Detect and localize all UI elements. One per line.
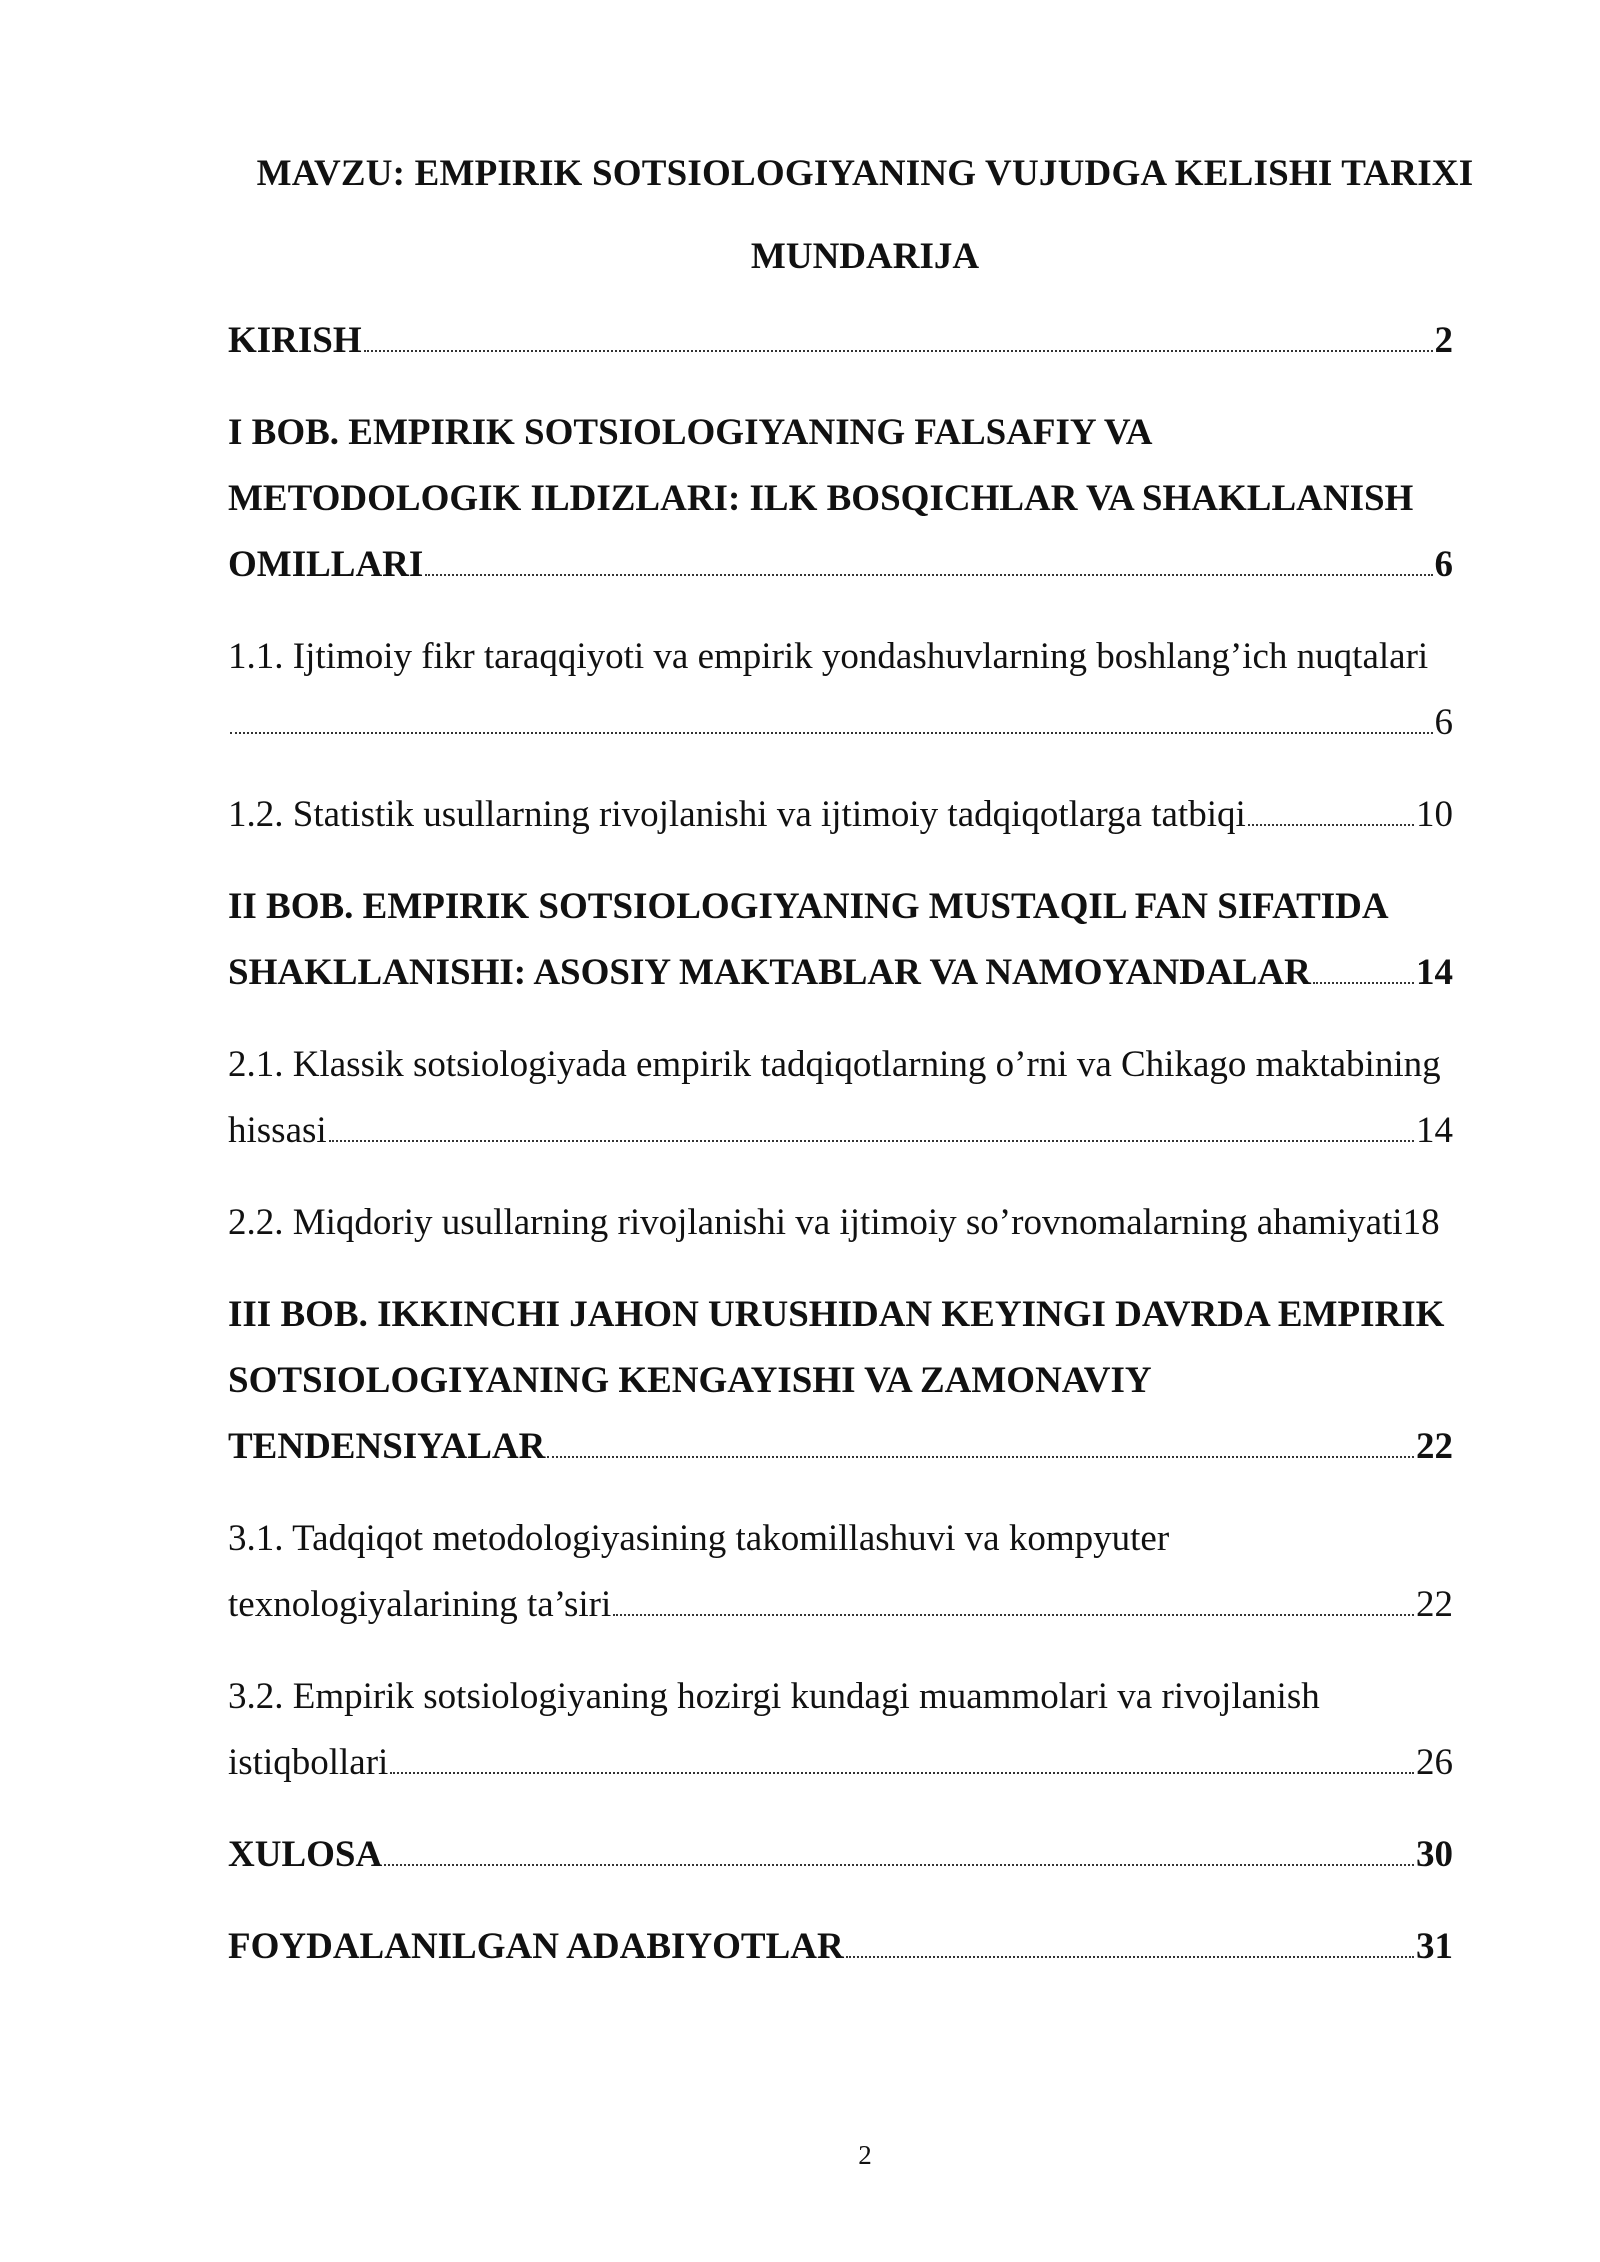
toc-entry-page-number: 22 bbox=[1416, 1584, 1453, 1625]
toc-entry-leader-line bbox=[228, 1414, 1453, 1480]
toc-entry-title-line: III BOB. IKKINCHI JAHON URUSHIDAN KEYINGI DAVRDA EMPIRIK bbox=[228, 1294, 1445, 1335]
toc-entry-title-line: 3.1. Tadqiqot metodologiyasining takomillashuvi va kompyuter bbox=[228, 1518, 1170, 1559]
toc-entry-page-number: 18 bbox=[1402, 1202, 1440, 1243]
toc-entry-title: OMILLARI bbox=[228, 544, 424, 585]
toc-entry[interactable] bbox=[228, 874, 1453, 1006]
toc-entry-leader-line bbox=[228, 782, 1453, 848]
toc-entry-title-line: 2.1. Klassik sotsiologiyada empirik tadqiqotlarning o’rni va Chikago maktabining bbox=[228, 1044, 1441, 1085]
toc-entry-leader-line bbox=[228, 532, 1453, 598]
toc-entry-title: TENDENSIYALAR bbox=[228, 1426, 546, 1467]
toc-entry-title: 1.2. Statistik usullarning rivojlanishi va ijtimoiy tadqiqotlarga tatbiqi bbox=[228, 794, 1246, 835]
toc-entry[interactable] bbox=[228, 1506, 1453, 1638]
toc-entry-title: KIRISH bbox=[228, 320, 362, 361]
toc-entry[interactable] bbox=[228, 400, 1453, 598]
toc-entry-page-number: 14 bbox=[1416, 952, 1453, 993]
toc-entry-title: texnologiyalarining ta’siri bbox=[228, 1584, 612, 1625]
dot-leader bbox=[364, 350, 1433, 352]
dot-leader bbox=[547, 1456, 1414, 1458]
table-of-contents-heading: MUNDARIJA bbox=[750, 236, 980, 277]
dot-leader bbox=[390, 1772, 1414, 1774]
toc-entry[interactable] bbox=[228, 308, 1453, 374]
document-title: MAVZU: EMPIRIK SOTSIOLOGIYANING VUJUDGA KELISHI TARIXI bbox=[256, 153, 1474, 194]
toc-entry-title-line: SOTSIOLOGIYANING KENGAYISHI VA ZAMONAVIY bbox=[228, 1360, 1152, 1401]
toc-entry-page-number: 26 bbox=[1416, 1742, 1453, 1783]
toc-entry[interactable] bbox=[228, 1190, 1453, 1256]
toc-entry-page-number: 6 bbox=[1434, 702, 1453, 743]
toc-entry-title-line: 1.1. Ijtimoiy fikr taraqqiyoti va empirik yondashuvlarning boshlang’ich nuqtalari bbox=[228, 636, 1429, 677]
toc-entry-title-line: I BOB. EMPIRIK SOTSIOLOGIYANING FALSAFIY VA bbox=[228, 412, 1153, 453]
page-number: 2 bbox=[858, 2140, 872, 2170]
toc-entry[interactable] bbox=[228, 1282, 1453, 1480]
dot-leader bbox=[384, 1864, 1414, 1866]
toc-entry-page-number: 14 bbox=[1416, 1110, 1453, 1151]
toc-entry-page-number: 6 bbox=[1434, 544, 1453, 585]
toc-entry-leader-line bbox=[228, 1822, 1453, 1888]
toc-entry-leader-line bbox=[228, 940, 1453, 1006]
toc-entry-page-number: 10 bbox=[1416, 794, 1453, 835]
toc-entry[interactable] bbox=[228, 1822, 1453, 1888]
toc-entry[interactable] bbox=[228, 1914, 1453, 1980]
toc-entry[interactable] bbox=[228, 782, 1453, 848]
dot-leader bbox=[1248, 824, 1414, 826]
toc-entry-page-number: 31 bbox=[1416, 1926, 1453, 1967]
table-of-contents bbox=[228, 308, 1453, 2006]
toc-entry-title: istiqbollari bbox=[228, 1742, 389, 1783]
toc-entry-title: FOYDALANILGAN ADABIYOTLAR bbox=[228, 1926, 844, 1967]
toc-entry-leader-line bbox=[228, 1190, 1453, 1256]
toc-entry-title: SHAKLLANISHI: ASOSIY MAKTABLAR VA NAMOYANDALAR bbox=[228, 952, 1311, 993]
toc-entry-page-number: 2 bbox=[1434, 320, 1453, 361]
toc-entry-title: 2.2. Miqdoriy usullarning rivojlanishi va ijtimoiy so’rovnomalarning ahamiyati bbox=[228, 1202, 1403, 1243]
toc-entry-leader-line bbox=[228, 1914, 1453, 1980]
dot-leader bbox=[613, 1614, 1414, 1616]
toc-entry-title-line: II BOB. EMPIRIK SOTSIOLOGIYANING MUSTAQIL FAN SIFATIDA bbox=[228, 886, 1389, 927]
toc-entry-leader-line bbox=[228, 1572, 1453, 1638]
toc-entry-page-number: 22 bbox=[1416, 1426, 1453, 1467]
toc-entry[interactable] bbox=[228, 1032, 1453, 1164]
dot-leader bbox=[329, 1140, 1414, 1142]
dot-leader bbox=[1313, 982, 1414, 984]
toc-entry-title-line: 3.2. Empirik sotsiologiyaning hozirgi kundagi muammolari va rivojlanish bbox=[228, 1676, 1320, 1717]
dot-leader bbox=[425, 574, 1432, 576]
toc-entry-title: XULOSA bbox=[228, 1834, 383, 1875]
toc-entry[interactable] bbox=[228, 624, 1453, 756]
toc-entry-title-line: METODOLOGIK ILDIZLARI: ILK BOSQICHLAR VA SHAKLLANISH bbox=[228, 478, 1414, 519]
toc-entry-leader-line bbox=[228, 1098, 1453, 1164]
toc-entry-title: hissasi bbox=[228, 1110, 327, 1151]
dot-leader bbox=[230, 732, 1433, 734]
toc-entry-leader-line bbox=[228, 1730, 1453, 1796]
toc-entry-leader-line bbox=[228, 308, 1453, 374]
dot-leader bbox=[846, 1956, 1414, 1958]
toc-entry-leader-line bbox=[228, 690, 1453, 756]
toc-entry-page-number: 30 bbox=[1416, 1834, 1453, 1875]
toc-entry[interactable] bbox=[228, 1664, 1453, 1796]
